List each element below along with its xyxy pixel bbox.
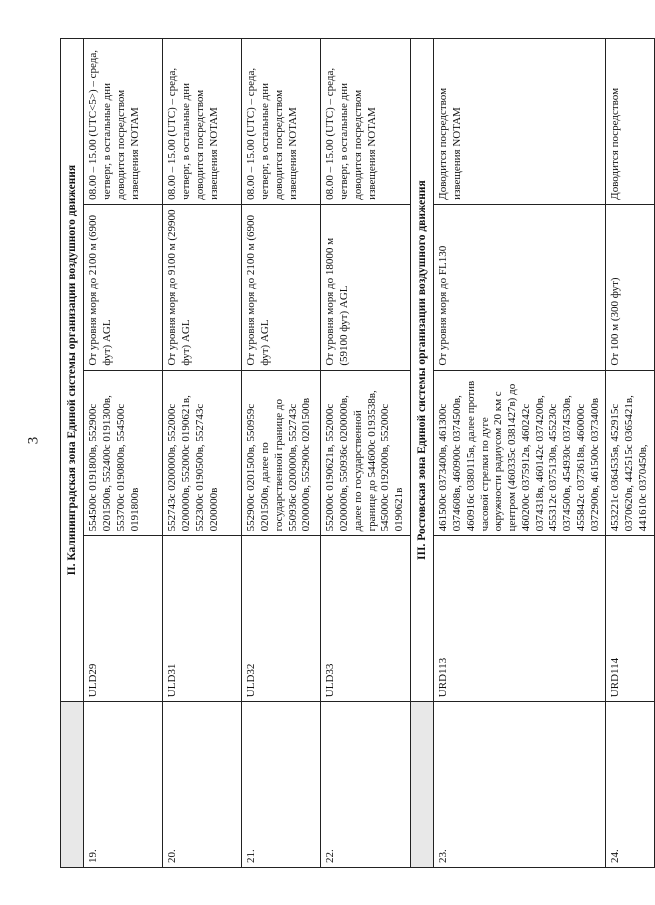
zone-altitude: От уровня моря до 2100 м (6900 фут) AGL <box>84 204 163 370</box>
section-title-kaliningrad: II. Калининградская зона Единой системы организации воздушного движения <box>61 39 84 702</box>
zone-code: ULD33 <box>321 536 411 702</box>
zone-code: ULD31 <box>163 536 242 702</box>
section-title-rostov: III. Ростовская зона Единой системы организации воздушного движения <box>410 39 433 702</box>
zone-altitude: От уровня моря до 9100 м (29900 фут) AGL <box>163 204 242 370</box>
zone-time: Доводится посредством извещения NOTAM <box>434 39 606 205</box>
zone-time: 08.00 – 15.00 (UTC<5>) – среда, четверг, в остальные дни доводится посредством извещения NOTAM <box>84 39 163 205</box>
zone-code: URD114 <box>606 536 654 702</box>
zone-code: URD113 <box>434 536 606 702</box>
row-number: 19. <box>84 702 163 868</box>
zone-coordinates: 461500с 0373400в, 461300с 0374608в, 460900с 0374500в, 460916с 0380115в, далее против часовой стрелки по дуге окружности радиусом 20 км с центром (460335с 0381427в) до 460200с 0375912в, 460242с 0374318в, 460142с 0374200в, 455312с 0375130в, 455230с 0374500в, 454930с 0374530в, 455842с 0373618в, 460000с 0372900в, 461500с 0373400в <box>434 370 606 536</box>
row-number: 24. <box>606 702 654 868</box>
table-row <box>321 39 411 868</box>
row-number: 21. <box>242 702 321 868</box>
table-row <box>84 39 163 868</box>
table-row <box>434 39 606 868</box>
zone-altitude: От уровня моря до 2100 м (6900 фут) AGL <box>242 204 321 370</box>
section-header-rostov <box>410 39 433 868</box>
table-row <box>606 39 654 868</box>
zone-coordinates: 552000с 0190621в, 552000с 0200000в, 550936с 0200000в, далее по государственной границе до 544600с 0193538в, 545000с 0192000в, 552000с 0190621в <box>321 370 411 536</box>
section-header-kaliningrad <box>61 39 84 868</box>
rotated-table-container <box>60 38 649 868</box>
row-number: 20. <box>163 702 242 868</box>
row-number: 22. <box>321 702 411 868</box>
zone-time: Доводится посредством <box>606 39 654 205</box>
page-number: 3 <box>25 436 42 445</box>
zone-code: ULD29 <box>84 536 163 702</box>
table-row <box>163 39 242 868</box>
zone-altitude: От уровня моря до FL130 <box>434 204 606 370</box>
zone-coordinates: 554500с 0191800в, 552900с 0201500в, 552400с 0191300в, 553700с 0190800в, 554500с 0191800в <box>84 370 163 536</box>
row-number: 23. <box>434 702 606 868</box>
zone-time: 08.00 – 15.00 (UTC) – среда, четверг, в остальные дни доводится посредством извещения NOTAM <box>321 39 411 205</box>
airspace-table <box>60 38 655 868</box>
zone-coordinates: 552900с 0201500в, 550959с 0201500в, далее по государственной границе до 550936с 0200000в, 552743с 0200000в, 552900с 0201500в <box>242 370 321 536</box>
zone-time: 08.00 – 15.00 (UTC) – среда, четверг, в остальные дни доводится посредством извещения NOTAM <box>242 39 321 205</box>
section-blank-cell <box>410 702 433 868</box>
table-row <box>242 39 321 868</box>
zone-altitude: От 100 м (300 фут) <box>606 204 654 370</box>
zone-coordinates: 453221с 0364535в, 452915с 0370620в, 442515с 0365421в, 441610с 0370450в, <box>606 370 654 536</box>
section-blank-cell <box>61 702 84 868</box>
zone-code: ULD32 <box>242 536 321 702</box>
zone-altitude: От уровня моря до 18000 м (59100 фут) AGL <box>321 204 411 370</box>
zone-coordinates: 552743с 0200000в, 552000с 0200000в, 552000с 0190621в, 552300с 0190500в, 552743с 0200000в <box>163 370 242 536</box>
zone-time: 08.00 – 15.00 (UTC) – среда, четверг, в остальные дни доводится посредством извещения NOTAM <box>163 39 242 205</box>
